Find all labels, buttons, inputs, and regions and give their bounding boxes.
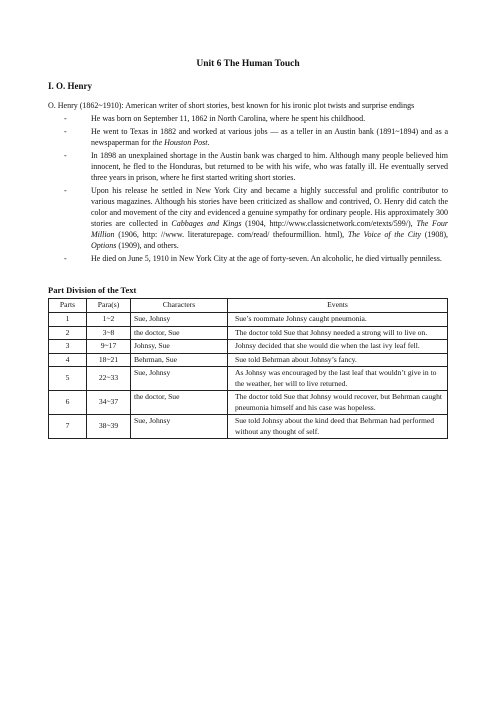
bio-item-birth (48, 113, 448, 124)
cell-paras: 18~21 (87, 353, 131, 367)
bio-text: (1908), (421, 230, 449, 239)
bio-item-texas (48, 126, 448, 148)
cell-characters: the doctor, Sue (131, 391, 228, 415)
cell-paras: 9~17 (87, 340, 131, 354)
bullet-dash: - (64, 114, 67, 123)
table-header-row (49, 299, 448, 313)
cell-paras: 3~8 (87, 326, 131, 340)
cell-characters: Sue, Johnsy (131, 367, 228, 391)
bio-text: He went to Texas in 1882 and worked at various jobs — as a teller in an Austin bank (1891~1894) and as a newspaperman for (91, 127, 448, 147)
bullet-dash: - (64, 151, 67, 160)
cell-event: Sue told Behrman about Johnsy’s fancy. (228, 353, 448, 367)
cell-characters: Sue, Johnsy (131, 415, 228, 439)
header-paras: Para(s) (87, 299, 131, 313)
biography-list (48, 113, 448, 264)
cell-characters: Johnsy, Sue (131, 340, 228, 354)
header-parts: Parts (49, 299, 87, 313)
table-row (49, 391, 448, 415)
cell-event: The doctor told Sue that Johnsy needed a strong will to live on. (228, 326, 448, 340)
bio-text: Upon his release he settled in New York City and became a highly successful and prolific contributor to various magazines. Although his stories have been criticized as shallow and contrived, O. Henry did catch the color and movement of the city and evidenced a genuine sympathy for ordinary people. His approximately 300 stories are collected in (91, 186, 448, 228)
cell-part: 2 (49, 326, 87, 340)
table-row (49, 313, 448, 327)
bio-text: . (207, 138, 210, 147)
cell-part: 4 (49, 353, 87, 367)
cell-event: Sue’s roommate Johnsy caught pneumonia. (228, 313, 448, 327)
book-title: Options (91, 241, 117, 250)
cell-part: 3 (49, 340, 87, 354)
table-row (49, 353, 448, 367)
newspaper-title: the Houston Post (152, 138, 208, 147)
table-row (49, 326, 448, 340)
cell-part: 5 (49, 367, 87, 391)
bio-text: He died on June 5, 1910 in New York City at the age of forty-seven. An alcoholic, he died virtually penniless. (91, 254, 442, 263)
table-heading: Part Division of the Text (48, 285, 137, 295)
author-intro: O. Henry (1862~1910): American writer of short stories, best known for his ironic plot twists and surprise endings (48, 101, 415, 110)
cell-event: Sue told Johnsy about the kind deed that Behrman had performed without any thought of self. (228, 415, 448, 439)
bullet-dash: - (64, 186, 67, 195)
bio-item-prison (48, 150, 448, 183)
bullet-dash: - (64, 127, 67, 136)
cell-event: As Johnsy was encouraged by the last leaf that wouldn’t give in to the weather, her will to live returned. (228, 367, 448, 391)
cell-characters: the doctor, Sue (131, 326, 228, 340)
table-row (49, 415, 448, 439)
cell-part: 7 (49, 415, 87, 439)
book-title: Cabbages and Kings (171, 219, 242, 228)
cell-paras: 34~37 (87, 391, 131, 415)
cell-part: 6 (49, 391, 87, 415)
cell-characters: Sue, Johnsy (131, 313, 228, 327)
bio-item-new-york (48, 185, 448, 251)
document-page (48, 58, 448, 439)
part-division-table (48, 298, 448, 439)
cell-paras: 22~33 (87, 367, 131, 391)
book-title: The Four Million (91, 219, 449, 239)
header-events: Events (228, 299, 448, 313)
table-row (49, 340, 448, 354)
table-row (49, 367, 448, 391)
bullet-dash: - (64, 254, 67, 263)
bio-text: In 1898 an unexplained shortage in the Austin bank was charged to him. Although many people believed him innocent, he fled to the Honduras, but returned to be with his wife, who was fatally ill. He eventually served three years in prison, where he first started writing short stories. (91, 151, 448, 182)
cell-event: The doctor told Sue that Johnsy would recover, but Behrman caught pneumonia himself and his case was hopeless. (228, 391, 448, 415)
book-title: The Voice of the City (347, 230, 422, 239)
cell-characters: Behrman, Sue (131, 353, 228, 367)
bio-text: (1909), and others. (116, 241, 179, 250)
cell-paras: 38~39 (87, 415, 131, 439)
bio-text: He was born on September 11, 1862 in North Carolina, where he spent his childhood. (91, 114, 366, 123)
cell-part: 1 (49, 313, 87, 327)
bio-text: (1906, http: //www. literaturepage. com/read/ thefourmillion. html), (114, 230, 348, 239)
bio-text: (1904, http://www.classicnetwork.com/etexts/599/), (241, 219, 417, 228)
unit-title: Unit 6 The Human Touch (196, 59, 300, 69)
cell-paras: 1~2 (87, 313, 131, 327)
cell-event: Johnsy decided that she would die when the last ivy leaf fell. (228, 340, 448, 354)
bio-item-death (48, 253, 448, 264)
header-characters: Characters (131, 299, 228, 313)
section-heading: I. O. Henry (48, 81, 92, 91)
